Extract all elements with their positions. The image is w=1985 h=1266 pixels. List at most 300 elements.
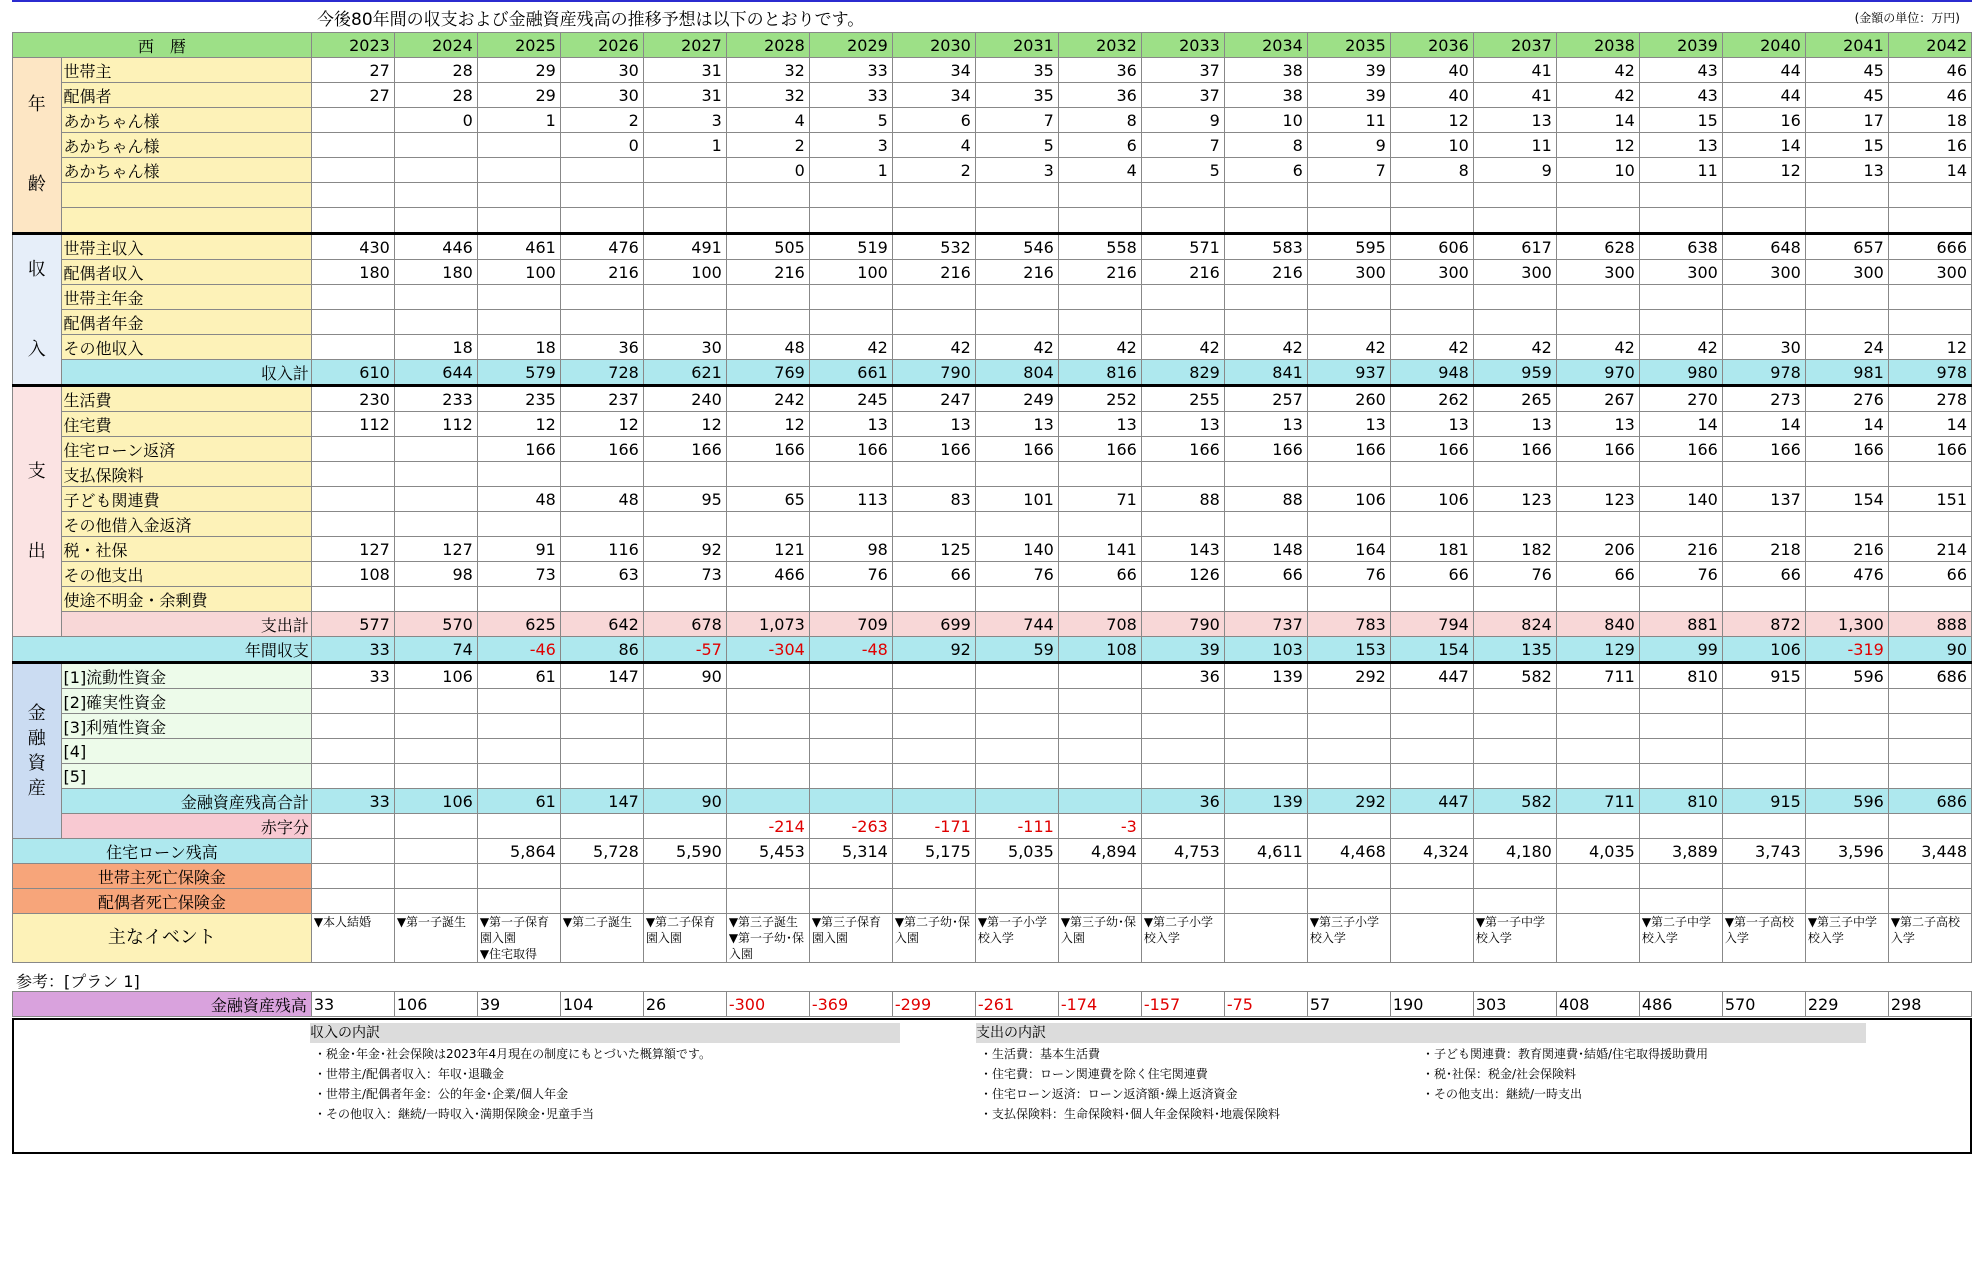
value-cell: 216 — [1805, 537, 1888, 562]
value-cell — [394, 208, 477, 234]
year-cell: 2027 — [643, 33, 726, 58]
event-cell: ▼本人結婚 — [311, 914, 394, 963]
value-cell: 245 — [809, 386, 892, 412]
value-cell: 262 — [1390, 386, 1473, 412]
value-cell: 71 — [1058, 487, 1141, 512]
value-cell — [311, 689, 394, 714]
value-cell: 42 — [809, 335, 892, 360]
value-cell — [311, 310, 394, 335]
value-cell: 30 — [1722, 335, 1805, 360]
value-cell: 476 — [560, 234, 643, 260]
value-cell: 98 — [809, 537, 892, 562]
value-cell — [1639, 183, 1722, 208]
value-cell: 16 — [1722, 108, 1805, 133]
finance-row — [13, 689, 1972, 714]
value-cell: 430 — [311, 234, 394, 260]
expense-total-row-label: 支出計 — [61, 612, 311, 637]
value-cell: 108 — [1058, 637, 1141, 663]
value-cell — [1556, 689, 1639, 714]
value-cell: 5,035 — [975, 839, 1058, 864]
value-cell: 300 — [1390, 260, 1473, 285]
value-cell — [892, 663, 975, 689]
value-cell: 841 — [1224, 360, 1307, 386]
value-cell — [1805, 310, 1888, 335]
value-cell: 35 — [975, 83, 1058, 108]
value-cell: 638 — [1639, 234, 1722, 260]
value-cell: 48 — [477, 487, 560, 512]
value-cell: 28 — [394, 83, 477, 108]
value-cell: 570 — [394, 612, 477, 637]
finance-row — [13, 663, 1972, 689]
value-cell — [311, 487, 394, 512]
value-cell: 491 — [643, 234, 726, 260]
value-cell — [560, 512, 643, 537]
value-cell — [394, 864, 477, 889]
value-cell: 66 — [1556, 562, 1639, 587]
value-cell: 33 — [311, 789, 394, 814]
value-cell: 11 — [1307, 108, 1390, 133]
value-cell — [311, 335, 394, 360]
value-cell: 154 — [1805, 487, 1888, 512]
value-cell: 300 — [1307, 260, 1390, 285]
value-cell: 100 — [477, 260, 560, 285]
value-cell — [1722, 864, 1805, 889]
event-cell: ▼第三子中学校入学 — [1805, 914, 1888, 963]
value-cell: 829 — [1141, 360, 1224, 386]
value-cell: 139 — [1224, 663, 1307, 689]
value-cell: 40 — [1390, 83, 1473, 108]
value-cell: 267 — [1556, 386, 1639, 412]
value-cell: 1 — [643, 133, 726, 158]
value-cell: 32 — [726, 83, 809, 108]
value-cell: 66 — [1058, 562, 1141, 587]
group-text: 金 融 資 産 — [27, 703, 46, 799]
value-cell: 147 — [560, 663, 643, 689]
value-cell: 45 — [1805, 58, 1888, 83]
value-cell: 216 — [1141, 260, 1224, 285]
value-cell — [643, 814, 726, 839]
value-cell — [1722, 183, 1805, 208]
value-cell — [560, 158, 643, 183]
age-row — [13, 58, 1972, 83]
value-cell: 41 — [1473, 58, 1556, 83]
value-cell: 38 — [1224, 58, 1307, 83]
value-cell — [1307, 208, 1390, 234]
value-cell: 14 — [1722, 133, 1805, 158]
value-cell: 571 — [1141, 234, 1224, 260]
value-cell — [477, 689, 560, 714]
value-cell — [1141, 310, 1224, 335]
value-cell: 29 — [477, 58, 560, 83]
value-cell — [1473, 462, 1556, 487]
value-cell: 33 — [311, 663, 394, 689]
value-cell — [1556, 587, 1639, 612]
value-cell: 8 — [1390, 158, 1473, 183]
value-cell: 582 — [1473, 663, 1556, 689]
value-cell: 9 — [1473, 158, 1556, 183]
value-cell — [726, 208, 809, 234]
value-cell: 5,314 — [809, 839, 892, 864]
value-cell — [311, 183, 394, 208]
age-row — [13, 183, 1972, 208]
value-cell: 37 — [1141, 58, 1224, 83]
year-cell: 2034 — [1224, 33, 1307, 58]
value-cell: 113 — [809, 487, 892, 512]
value-cell — [1058, 208, 1141, 234]
value-cell — [1556, 462, 1639, 487]
age-row — [13, 208, 1972, 234]
value-cell: 14 — [1888, 412, 1971, 437]
value-cell — [394, 437, 477, 462]
value-cell — [1805, 764, 1888, 789]
insurance-row — [13, 889, 1972, 914]
value-cell: 42 — [1639, 335, 1722, 360]
value-cell: 1 — [809, 158, 892, 183]
row-label: その他支出 — [61, 562, 311, 587]
value-cell — [1141, 714, 1224, 739]
value-cell: 810 — [1639, 789, 1722, 814]
value-cell — [975, 764, 1058, 789]
value-cell: 42 — [1390, 335, 1473, 360]
event-cell: ▼第一子中学校入学 — [1473, 914, 1556, 963]
value-cell — [1307, 462, 1390, 487]
value-cell — [1058, 512, 1141, 537]
value-cell — [1307, 310, 1390, 335]
value-cell: 711 — [1556, 789, 1639, 814]
value-cell — [643, 462, 726, 487]
value-cell: 3,596 — [1805, 839, 1888, 864]
value-cell: 106 — [1307, 487, 1390, 512]
value-cell — [394, 512, 477, 537]
value-cell — [1639, 764, 1722, 789]
value-cell — [1556, 208, 1639, 234]
value-cell — [1307, 512, 1390, 537]
value-cell: 216 — [726, 260, 809, 285]
age-row — [13, 133, 1972, 158]
value-cell — [1307, 764, 1390, 789]
value-cell — [643, 764, 726, 789]
year-cell: 2029 — [809, 33, 892, 58]
value-cell — [892, 714, 975, 739]
value-cell: 166 — [1556, 437, 1639, 462]
value-cell — [892, 689, 975, 714]
value-cell — [1224, 183, 1307, 208]
row-label: 世帯主年金 — [61, 285, 311, 310]
value-cell — [1805, 462, 1888, 487]
value-cell — [1805, 512, 1888, 537]
value-cell: 112 — [394, 412, 477, 437]
income-row — [13, 310, 1972, 335]
value-cell: -299 — [892, 992, 975, 1017]
year-cell: 2030 — [892, 33, 975, 58]
reference-caption: 参考：[プラン 1] — [16, 972, 140, 991]
value-cell — [1390, 285, 1473, 310]
value-cell — [560, 183, 643, 208]
value-cell — [1141, 864, 1224, 889]
value-cell — [1141, 512, 1224, 537]
value-cell: 46 — [1888, 83, 1971, 108]
value-cell: 42 — [1556, 335, 1639, 360]
value-cell — [1556, 183, 1639, 208]
value-cell: 123 — [1556, 487, 1639, 512]
value-cell — [1058, 864, 1141, 889]
row-label: [2]確実性資金 — [61, 689, 311, 714]
value-cell: 14 — [1888, 158, 1971, 183]
note-item: ・住宅費：ローン関連費を除く住宅関連費 — [980, 1067, 1208, 1081]
value-cell — [1141, 183, 1224, 208]
value-cell: 30 — [560, 83, 643, 108]
value-cell: 92 — [643, 537, 726, 562]
value-cell: 39 — [1307, 58, 1390, 83]
value-cell: 790 — [892, 360, 975, 386]
value-cell — [394, 133, 477, 158]
expense-notes-title: 支出の内訳 — [976, 1023, 1866, 1043]
value-cell: 628 — [1556, 234, 1639, 260]
loan-balance-label: 住宅ローン残高 — [13, 839, 312, 864]
value-cell: -157 — [1141, 992, 1224, 1017]
value-cell — [394, 814, 477, 839]
value-cell — [1639, 462, 1722, 487]
value-cell — [1639, 310, 1722, 335]
value-cell — [1141, 739, 1224, 764]
value-cell: 48 — [726, 335, 809, 360]
value-cell: 6 — [892, 108, 975, 133]
row-label: 税・社保 — [61, 537, 311, 562]
value-cell — [311, 764, 394, 789]
value-cell: 1,073 — [726, 612, 809, 637]
value-cell — [892, 512, 975, 537]
value-cell — [975, 462, 1058, 487]
value-cell: 233 — [394, 386, 477, 412]
value-cell: 28 — [394, 58, 477, 83]
value-cell — [726, 587, 809, 612]
value-cell: 83 — [892, 487, 975, 512]
value-cell: 147 — [560, 789, 643, 814]
value-cell: 1,300 — [1805, 612, 1888, 637]
value-cell — [311, 108, 394, 133]
value-cell — [1141, 689, 1224, 714]
value-cell — [1473, 587, 1556, 612]
value-cell — [975, 587, 1058, 612]
value-cell — [311, 462, 394, 487]
value-cell: 7 — [1307, 158, 1390, 183]
year-header-label: 西 暦 — [13, 33, 312, 58]
value-cell: 95 — [643, 487, 726, 512]
value-cell — [1722, 208, 1805, 234]
value-cell: -369 — [809, 992, 892, 1017]
value-cell: 33 — [809, 58, 892, 83]
value-cell: 104 — [560, 992, 643, 1017]
value-cell: 4,894 — [1058, 839, 1141, 864]
value-cell: 180 — [311, 260, 394, 285]
value-cell: 166 — [892, 437, 975, 462]
value-cell — [726, 512, 809, 537]
value-cell — [560, 462, 643, 487]
value-cell — [1224, 864, 1307, 889]
value-cell: 303 — [1473, 992, 1556, 1017]
value-cell — [809, 739, 892, 764]
value-cell: 216 — [1058, 260, 1141, 285]
value-cell: 154 — [1390, 637, 1473, 663]
value-cell — [477, 462, 560, 487]
value-cell: 100 — [809, 260, 892, 285]
expense-notes-a — [980, 1044, 1280, 1124]
value-cell: 881 — [1639, 612, 1722, 637]
value-cell: 5,864 — [477, 839, 560, 864]
value-cell: 937 — [1307, 360, 1390, 386]
value-cell: 981 — [1805, 360, 1888, 386]
value-cell: 10 — [1390, 133, 1473, 158]
value-cell: 11 — [1639, 158, 1722, 183]
value-cell — [560, 587, 643, 612]
value-cell: 12 — [1722, 158, 1805, 183]
value-cell — [560, 764, 643, 789]
value-cell: 101 — [975, 487, 1058, 512]
value-cell — [1473, 814, 1556, 839]
group-text: 支 出 — [27, 460, 46, 562]
value-cell — [1141, 285, 1224, 310]
note-item: ・子ども関連費：教育関連費･結婚/住宅取得援助費用 — [1422, 1047, 1709, 1061]
year-cell: 2028 — [726, 33, 809, 58]
value-cell — [643, 183, 726, 208]
value-cell — [726, 789, 809, 814]
value-cell: 166 — [726, 437, 809, 462]
value-cell: 46 — [1888, 58, 1971, 83]
value-cell: 794 — [1390, 612, 1473, 637]
value-cell: 143 — [1141, 537, 1224, 562]
events-label: 主なイベント — [13, 914, 312, 963]
value-cell — [394, 158, 477, 183]
value-cell — [643, 864, 726, 889]
row-label: 支払保険料 — [61, 462, 311, 487]
value-cell: 32 — [726, 58, 809, 83]
income-total-row-label: 収入計 — [61, 360, 311, 386]
value-cell — [1390, 864, 1473, 889]
value-cell — [477, 764, 560, 789]
reference-row — [13, 992, 1972, 1017]
annual-balance-row — [13, 637, 1972, 663]
expense-group-label — [13, 386, 62, 637]
value-cell — [394, 487, 477, 512]
value-cell — [1805, 864, 1888, 889]
value-cell — [311, 889, 394, 914]
event-cell: ▼第二子保育園入園 — [643, 914, 726, 963]
value-cell — [1639, 814, 1722, 839]
income-total-row — [13, 360, 1972, 386]
value-cell: 2 — [560, 108, 643, 133]
value-cell — [394, 689, 477, 714]
value-cell: 8 — [1224, 133, 1307, 158]
value-cell: 644 — [394, 360, 477, 386]
row-label: [4] — [61, 739, 311, 764]
value-cell — [1224, 462, 1307, 487]
value-cell: 166 — [975, 437, 1058, 462]
value-cell: 135 — [1473, 637, 1556, 663]
year-cell: 2026 — [560, 33, 643, 58]
value-cell — [892, 739, 975, 764]
income-row — [13, 234, 1972, 260]
value-cell: 13 — [1141, 412, 1224, 437]
row-label: その他借入金返済 — [61, 512, 311, 537]
value-cell: 4 — [1058, 158, 1141, 183]
value-cell: 5 — [975, 133, 1058, 158]
value-cell — [1307, 689, 1390, 714]
value-cell — [1141, 462, 1224, 487]
value-cell — [1639, 689, 1722, 714]
value-cell — [477, 183, 560, 208]
value-cell: 36 — [1058, 83, 1141, 108]
value-cell — [1888, 462, 1971, 487]
value-cell — [1224, 889, 1307, 914]
value-cell: 840 — [1556, 612, 1639, 637]
value-cell — [1390, 310, 1473, 335]
value-cell — [311, 587, 394, 612]
income-row — [13, 285, 1972, 310]
value-cell — [1805, 714, 1888, 739]
value-cell: -57 — [643, 637, 726, 663]
value-cell: 2 — [892, 158, 975, 183]
value-cell: 66 — [1224, 562, 1307, 587]
value-cell: -214 — [726, 814, 809, 839]
value-cell — [311, 839, 394, 864]
value-cell: 66 — [892, 562, 975, 587]
value-cell — [311, 814, 394, 839]
value-cell: 137 — [1722, 487, 1805, 512]
value-cell — [560, 889, 643, 914]
value-cell: 40 — [1390, 58, 1473, 83]
value-cell: 13 — [1556, 412, 1639, 437]
loan-balance-row — [13, 839, 1972, 864]
value-cell — [1888, 208, 1971, 234]
value-cell: 577 — [311, 612, 394, 637]
reference-label: 金融資産残高 — [13, 992, 312, 1017]
note-item: ・支払保険料：生命保険料･個人年金保険料･地震保険料 — [980, 1107, 1281, 1121]
value-cell: 166 — [1141, 437, 1224, 462]
value-cell: 44 — [1722, 83, 1805, 108]
value-cell: 13 — [1224, 412, 1307, 437]
value-cell: 148 — [1224, 537, 1307, 562]
value-cell — [1390, 183, 1473, 208]
value-cell — [560, 208, 643, 234]
value-cell: 9 — [1307, 133, 1390, 158]
value-cell — [1473, 739, 1556, 764]
note-item: ・その他収入：継続/一時収入･満期保険金･児童手当 — [314, 1107, 595, 1121]
value-cell: 15 — [1805, 133, 1888, 158]
value-cell: 466 — [726, 562, 809, 587]
value-cell — [1722, 689, 1805, 714]
value-cell: 13 — [1307, 412, 1390, 437]
row-label: [1]流動性資金 — [61, 663, 311, 689]
value-cell: 125 — [892, 537, 975, 562]
value-cell — [892, 310, 975, 335]
value-cell: 30 — [643, 335, 726, 360]
value-cell — [726, 183, 809, 208]
value-cell: 8 — [1058, 108, 1141, 133]
event-cell: ▼第二子誕生 — [560, 914, 643, 963]
value-cell — [1805, 285, 1888, 310]
value-cell: 216 — [1224, 260, 1307, 285]
insurance-label: 世帯主死亡保険金 — [13, 864, 312, 889]
value-cell — [1390, 889, 1473, 914]
value-cell — [394, 714, 477, 739]
value-cell: 408 — [1556, 992, 1639, 1017]
income-notes — [314, 1044, 711, 1124]
income-notes-title: 収入の内訳 — [310, 1023, 900, 1043]
value-cell: 769 — [726, 360, 809, 386]
value-cell: 824 — [1473, 612, 1556, 637]
value-cell: 27 — [311, 58, 394, 83]
value-cell: 112 — [311, 412, 394, 437]
